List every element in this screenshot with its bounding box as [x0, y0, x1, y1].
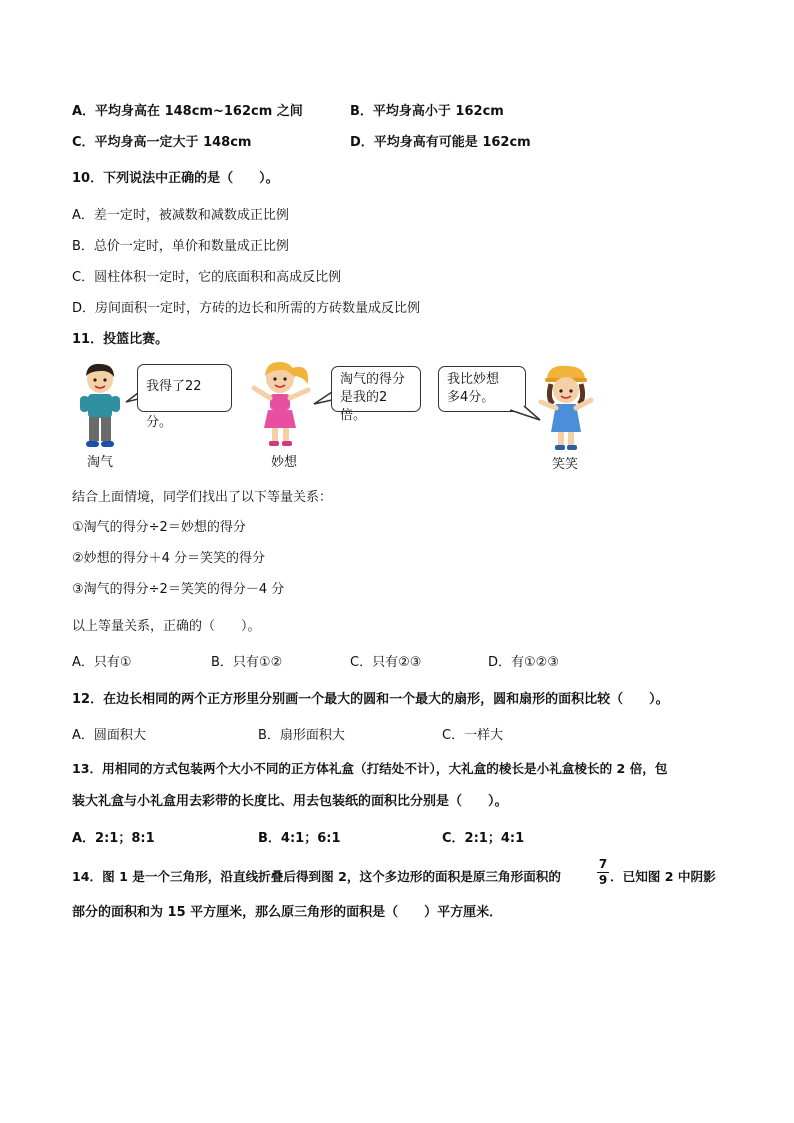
- q9-option-b: B．平均身高小于 162cm: [350, 104, 504, 119]
- q11-stem: 11．投篮比赛。: [72, 332, 169, 347]
- q13-option-b: B．4:1；6:1: [258, 831, 341, 846]
- q12-option-a: A．圆面积大: [72, 728, 146, 743]
- q11-relation-3: ③淘气的得分÷2＝笑笑的得分－4 分: [72, 582, 285, 597]
- kid-name-miaoxiang: 妙想: [270, 455, 297, 470]
- q13-stem-line1: 13．用相同的方式包装两个大小不同的正方体礼盒（打结处不计），大礼盒的棱长是小礼盒棱长的 2 倍，包: [72, 761, 668, 776]
- q10-option-a: A．差一定时，被减数和减数成正比例: [72, 208, 289, 223]
- q10-option-b: B．总价一定时，单价和数量成正比例: [72, 239, 289, 254]
- q11-relation-1: ①淘气的得分÷2＝妙想的得分: [72, 520, 246, 535]
- q12-stem: 12．在边长相同的两个正方形里分别画一个最大的圆和一个最大的扇形，圆和扇形的面积比较（ ）。: [72, 692, 669, 707]
- q9-option-a: A．平均身高在 148cm~162cm 之间: [72, 104, 303, 119]
- speech-bubble-miaoxiang: [331, 366, 421, 423]
- speech-xiaoxiao-line2: 多4分。: [447, 390, 495, 405]
- q9-option-c: C．平均身高一定大于 148cm: [72, 135, 252, 150]
- q10-stem: 10．下列说法中正确的是（ ）。: [72, 171, 279, 186]
- kid-name-xiaoxiao: 笑笑: [551, 457, 578, 472]
- boy-taoqi-illustration: [74, 362, 126, 448]
- speech-miaoxiang-line1: 淘气的得分: [340, 372, 406, 387]
- girl-miaoxiang-illustration: [250, 358, 314, 448]
- q11-relation-2: ②妙想的得分＋4 分＝笑笑的得分: [72, 551, 266, 566]
- q13-stem-line2: 装大礼盒与小礼盒用去彩带的长度比、用去包装纸的面积比分别是（ ）。: [72, 794, 508, 809]
- girl-xiaoxiao-illustration: [535, 364, 597, 454]
- q11-ask: 以上等量关系，正确的（ ）。: [72, 619, 261, 634]
- q10-option-c: C．圆柱体积一定时，它的底面积和高成反比例: [72, 270, 342, 285]
- q14-stem-line2: 部分的面积和为 15 平方厘米，那么原三角形的面积是（ ）平方厘米．: [72, 905, 503, 920]
- q11-option-c: C．只有②③: [350, 655, 422, 670]
- q14-fraction: [597, 858, 609, 887]
- q11-intro: 结合上面情境，同学们找出了以下等量关系：: [72, 490, 333, 505]
- speech-bubble-taoqi: 我得了22分。: [137, 364, 232, 412]
- q13-option-a: A．2:1；8:1: [72, 831, 155, 846]
- q11-option-d: D．有①②③: [488, 655, 559, 670]
- speech-miaoxiang-line2: 是我的2倍。: [340, 390, 388, 423]
- q12-option-b: B．扇形面积大: [258, 728, 345, 743]
- speech-xiaoxiao-line1: 我比妙想: [447, 372, 500, 387]
- q11-option-a: A．只有①: [72, 655, 132, 670]
- q9-option-d: D．平均身高有可能是 162cm: [350, 135, 531, 150]
- q10-option-d: D．房间面积一定时，方砖的边长和所需的方砖数量成反比例: [72, 301, 421, 316]
- q12-option-c: C．一样大: [442, 728, 504, 743]
- q11-option-b: B．只有①②: [211, 655, 283, 670]
- q14-fraction-numerator: 7: [598, 857, 608, 871]
- q14-stem-line1-after: ．已知图 2 中阴影: [610, 869, 716, 884]
- q14-fraction-denominator: 9: [598, 873, 608, 887]
- q14-stem-line1-before: 14．图 1 是一个三角形，沿直线折叠后得到图 2，这个多边形的面积是原三角形面积的: [72, 869, 561, 884]
- kid-name-taoqi: 淘气: [86, 455, 113, 470]
- q13-option-c: C．2:1；4:1: [442, 831, 525, 846]
